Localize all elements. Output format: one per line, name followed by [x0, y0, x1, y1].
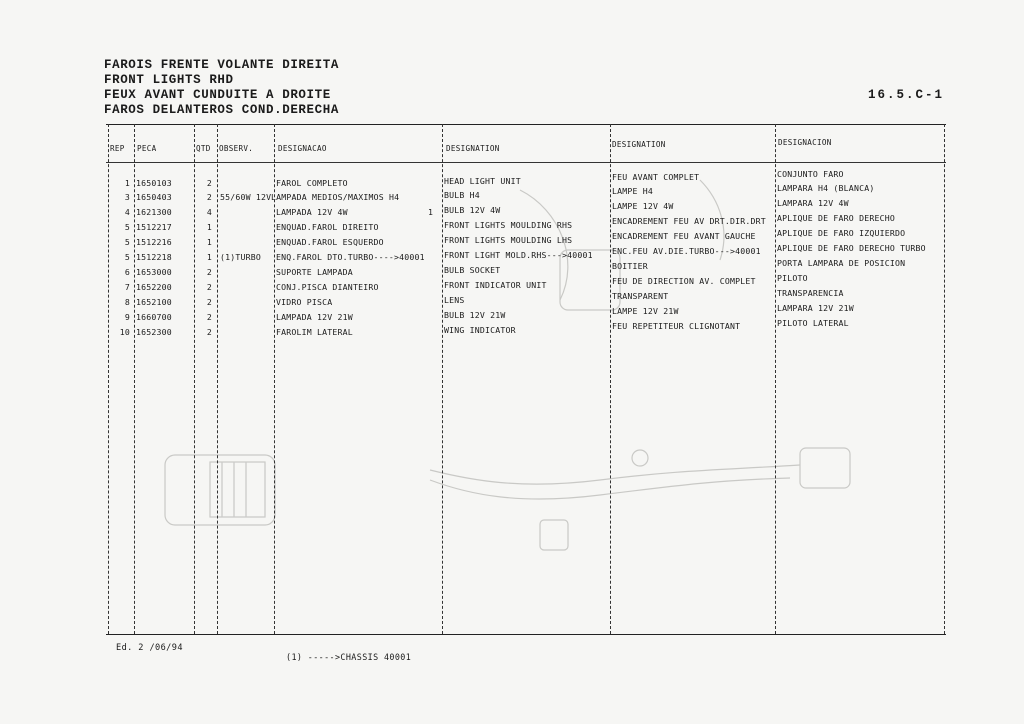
quantity-cell: 1	[206, 252, 212, 262]
rep-cell: 1	[124, 178, 130, 188]
designation-fr-cell: BOITIER	[612, 261, 648, 271]
rep-cell: 5	[124, 222, 130, 232]
table-row	[106, 258, 946, 281]
title-spanish: FAROS DELANTEROS COND.DERECHA	[104, 103, 339, 117]
designation-pt-cell: ENQUAD.FAROL ESQUERDO	[276, 237, 384, 247]
part-number-cell: 1652100	[136, 297, 172, 307]
edition-date: Ed. 2 /06/94	[116, 643, 183, 653]
rep-cell: 5	[124, 237, 130, 247]
rep-cell: 4	[124, 207, 130, 217]
designation-en-cell: WING INDICATOR	[444, 325, 516, 335]
rep-cell: 9	[124, 312, 130, 322]
designation-fr-cell: FEU REPETITEUR CLIGNOTANT	[612, 321, 741, 331]
page-reference: 16.5.C-1	[868, 88, 945, 102]
designation-pt-cell: LAMPADA 12V 4W	[276, 207, 348, 217]
header-designacao: DESIGNACAO	[278, 144, 327, 153]
designation-es-cell: PORTA LAMPARA DE POSICION	[777, 258, 906, 268]
header-qtd: QTD	[196, 144, 211, 153]
designation-fr-cell: LAMPE 12V 21W	[612, 306, 679, 316]
designation-pt-cell: LAMPADA 12V 21W	[276, 312, 353, 322]
part-number-cell: 1512218	[136, 252, 172, 262]
quantity-cell: 2	[206, 267, 212, 277]
designation-es-cell: PILOTO LATERAL	[777, 318, 849, 328]
designation-fr-cell: ENCADREMENT FEU AV DRT.DIR.DRT	[612, 216, 766, 226]
part-number-cell: 1660700	[136, 312, 172, 322]
designation-en-cell: FRONT INDICATOR UNIT	[444, 280, 547, 290]
designation-en-cell: FRONT LIGHTS MOULDING RHS	[444, 220, 573, 230]
designation-fr-cell: TRANSPARENT	[612, 291, 669, 301]
header-rule	[106, 162, 946, 163]
quantity-cell: 2	[206, 297, 212, 307]
parts-table	[106, 124, 946, 634]
designation-pt-cell: ENQUAD.FAROL DIREITO	[276, 222, 379, 232]
designation-pt-cell: LAMPADA MEDIOS/MAXIMOS H4	[271, 192, 400, 202]
quantity-cell: 1	[206, 237, 212, 247]
designation-fr-cell: FEU AVANT COMPLET	[612, 172, 700, 182]
rep-cell: 5	[124, 252, 130, 262]
table-bottom-rule	[106, 634, 946, 635]
designation-pt-cell: CONJ.PISCA DIANTEIRO	[276, 282, 379, 292]
designation-en-cell: BULB SOCKET	[444, 265, 501, 275]
part-number-cell: 1653000	[136, 267, 172, 277]
designation-pt-cell: FAROL COMPLETO	[276, 178, 348, 188]
document-titles	[104, 58, 339, 118]
observation-cell: 55/60W 12V	[220, 192, 272, 202]
header-peca: PECA	[137, 144, 157, 153]
part-number-cell: 1652200	[136, 282, 172, 292]
quantity-cell: 2	[206, 327, 212, 337]
quantity-cell: 1	[206, 222, 212, 232]
rep-cell: 8	[124, 297, 130, 307]
table-row	[106, 318, 946, 341]
designation-pt-cell: VIDRO PISCA	[276, 297, 333, 307]
table-top-rule	[106, 124, 946, 125]
part-number-cell: 1650103	[136, 178, 172, 188]
designation-es-cell: APLIQUE DE FARO DERECHO	[777, 213, 895, 223]
quantity-cell: 2	[206, 178, 212, 188]
part-number-cell: 1512216	[136, 237, 172, 247]
designation-fr-cell: FEU DE DIRECTION AV. COMPLET	[612, 276, 756, 286]
designation-pt-cell: SUPORTE LAMPADA	[276, 267, 353, 277]
title-english: FRONT LIGHTS RHD	[104, 73, 234, 87]
designation-es-cell: CONJUNTO FARO	[777, 169, 844, 179]
stray-mark: 1	[428, 207, 434, 217]
designation-fr-cell: ENCADREMENT FEU AVANT GAUCHE	[612, 231, 756, 241]
part-number-cell: 1621300	[136, 207, 172, 217]
part-number-cell: 1650403	[136, 192, 172, 202]
part-number-cell: 1512217	[136, 222, 172, 232]
header-observ: OBSERV.	[219, 144, 254, 153]
designation-en-cell: FRONT LIGHTS MOULDING LHS	[444, 235, 573, 245]
header-rep: REP	[110, 144, 125, 153]
designation-es-cell: TRANSPARENCIA	[777, 288, 844, 298]
designation-en-cell: BULB H4	[444, 190, 480, 200]
designation-en-cell: BULB 12V 4W	[444, 205, 501, 215]
quantity-cell: 2	[206, 192, 212, 202]
designation-es-cell: PILOTO	[777, 273, 808, 283]
rep-cell: 7	[124, 282, 130, 292]
header-designation-en: DESIGNATION	[446, 144, 500, 153]
designation-fr-cell: LAMPE 12V 4W	[612, 201, 674, 211]
designation-es-cell: LAMPARA H4 (BLANCA)	[777, 183, 875, 193]
header-designacion: DESIGNACION	[778, 138, 832, 147]
designation-pt-cell: ENQ.FAROL DTO.TURBO---->40001	[276, 252, 425, 262]
quantity-cell: 4	[206, 207, 212, 217]
part-number-cell: 1652300	[136, 327, 172, 337]
observation-cell: (1)TURBO	[220, 252, 262, 262]
rep-cell: 3	[124, 192, 130, 202]
header-designation-fr: DESIGNATION	[612, 140, 666, 149]
rep-cell: 10	[119, 327, 130, 337]
designation-es-cell: LAMPARA 12V 4W	[777, 198, 849, 208]
designation-fr-cell: ENC.FEU AV.DIE.TURBO--->40001	[612, 246, 761, 256]
rep-cell: 6	[124, 267, 130, 277]
designation-en-cell: FRONT LIGHT MOLD.RHS--->40001	[444, 250, 593, 260]
title-french: FEUX AVANT CUNDUITE A DROITE	[104, 88, 331, 102]
designation-es-cell: APLIQUE DE FARO DERECHO TURBO	[777, 243, 926, 253]
designation-fr-cell: LAMPE H4	[612, 186, 654, 196]
designation-es-cell: APLIQUE DE FARO IZQUIERDO	[777, 228, 906, 238]
designation-en-cell: LENS	[444, 295, 465, 305]
designation-en-cell: HEAD LIGHT UNIT	[444, 176, 521, 186]
designation-en-cell: BULB 12V 21W	[444, 310, 506, 320]
quantity-cell: 2	[206, 282, 212, 292]
quantity-cell: 2	[206, 312, 212, 322]
designation-es-cell: LAMPARA 12V 21W	[777, 303, 854, 313]
designation-pt-cell: FAROLIM LATERAL	[276, 327, 353, 337]
footnote: (1) ----->CHASSIS 40001	[286, 652, 412, 662]
title-portuguese: FAROIS FRENTE VOLANTE DIREITA	[104, 58, 339, 72]
